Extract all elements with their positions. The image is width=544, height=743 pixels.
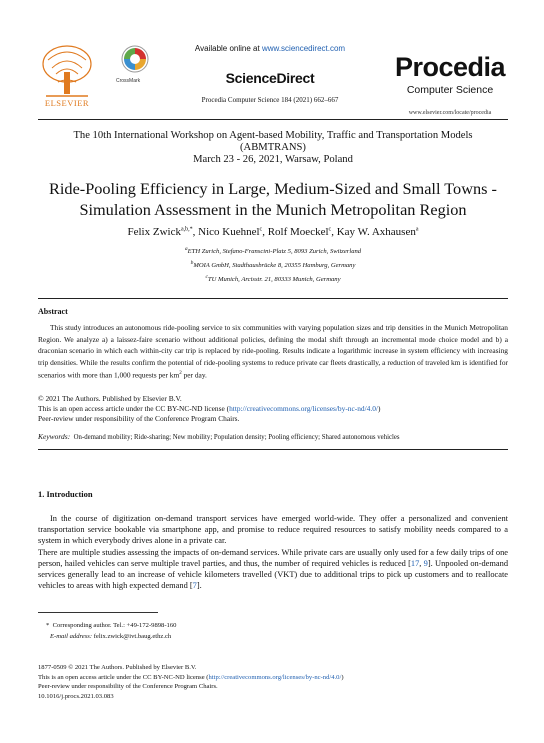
author-list: Felix Zwick$^{a,b,*}$, Nico Kuehnel$^c$, Rolf Moeckel$^c$, Kay W. Axhausen$^a$ bbox=[127, 226, 419, 238]
paper-title bbox=[38, 178, 508, 220]
abstract-heading: Abstract bbox=[38, 307, 68, 316]
email-line: E-mail address: felix.zwick@ivt.baug.ethz.ch bbox=[50, 633, 172, 641]
author-name: Nico Kuehnel bbox=[198, 226, 260, 238]
sciencedirect-brand: ScienceDirect bbox=[225, 70, 315, 86]
workshop-acronym: (ABMTRANS) bbox=[240, 142, 306, 153]
procedia-logo: Procedia bbox=[394, 52, 506, 82]
copyright-line: © 2021 The Authors. Published by Elsevier B.V. bbox=[38, 394, 182, 403]
workshop-date: March 23 - 26, 2021, Warsaw, Poland bbox=[193, 154, 353, 165]
crossmark-label: CrossMark bbox=[116, 78, 141, 84]
footer-license-line: This is an open access article under the CC BY-NC-ND license (http://creativecommons.org/licenses/by-nc-nd/4.0/) bbox=[38, 673, 344, 681]
workshop-name: The 10th International Workshop on Agent-based Mobility, Traffic and Transportation Models bbox=[73, 130, 473, 141]
corresponding-author: * Corresponding author. Tel.: +49-172-9898-160 bbox=[46, 622, 177, 629]
citation-link[interactable]: 7 bbox=[192, 581, 197, 591]
title-line-2: Simulation Assessment in the Munich Metropolitan Region bbox=[79, 200, 467, 219]
author-name: Kay W. Axhausen bbox=[336, 226, 416, 238]
abstract-top-rule bbox=[38, 298, 508, 299]
doi[interactable]: 10.1016/j.procs.2021.03.083 bbox=[38, 692, 114, 700]
author-sup: a,b,* bbox=[180, 226, 193, 233]
license-link[interactable]: http://creativecommons.org/licenses/by-nc-nd/4.0/ bbox=[229, 403, 378, 413]
footer-license-link[interactable]: http://creativecommons.org/licenses/by-nc-nd/4.0/ bbox=[208, 673, 342, 681]
author-sup: c bbox=[259, 226, 263, 233]
issn-copyright: 1877-0509 © 2021 The Authors. Published by Elsevier B.V. bbox=[38, 664, 197, 671]
affiliation: $^c$TU Munich, Arcisstr. 21, 80333 Munich, Germany bbox=[205, 273, 341, 284]
journal-reference: Procedia Computer Science 184 (2021) 662–667 bbox=[201, 96, 339, 104]
section-body bbox=[38, 513, 508, 591]
elsevier-wordmark: ELSEVIER bbox=[44, 98, 90, 108]
keywords-text: On-demand mobility; Ride-sharing; New mobility; Population density; Pooling efficiency; Shared autonomous vehicles bbox=[73, 434, 400, 441]
available-online-line: Available online at www.sciencedirect.com bbox=[194, 44, 346, 53]
copyright-block bbox=[38, 394, 508, 423]
affiliations bbox=[38, 244, 508, 286]
workshop-info bbox=[38, 130, 508, 166]
peer-review-line: Peer-review under responsibility of the Conference Program Chairs. bbox=[38, 413, 240, 423]
keywords-label: Keywords: bbox=[38, 432, 71, 441]
keywords bbox=[38, 432, 508, 441]
footer-peer-review: Peer-review under responsibility of the Conference Program Chairs. bbox=[38, 683, 218, 690]
author-name: Rolf Moeckel bbox=[267, 226, 329, 238]
abstract-text: This study introduces an autonomous ride-pooling service to six communities with varying population sizes and trip densities in the Munich Metropolitan Region. We analyze a) a laissez-faire scenario without additional policies, defining the modal shift through an incremental mode choice model and b) a draconian scenario in which each within-city car trip is replaced by ride-pooling. Results indicate a logarithmic increase in system efficiency with increasing trip densities. While the results confirm the potential of ride-pooling systems to reduce private car fleets drastically, a reduction of traveled km is identified for scenarios with more than 1,000 requests per $km^2$ per day. bbox=[38, 323, 508, 380]
author-sup: c bbox=[328, 226, 332, 233]
header-rule bbox=[38, 119, 508, 120]
elsevier-tree-logo bbox=[38, 42, 96, 104]
section-heading: 1. Introduction bbox=[38, 489, 93, 499]
footnote bbox=[46, 620, 486, 643]
paragraph: There are multiple studies assessing the impacts of on-demand services. While private cars are usually only used for a few daily trips of one person, hailed vehicles can serve multiple travel parties, and thus, the number of required vehicles is reduced [17, 9]. Unpooled on-demand services generally lead to an increase of vehicle kilometers travelled (VKT) due to additional trips to pick up customers and to reallocate vehicles to areas with high expected demand [7]. bbox=[38, 547, 509, 591]
crossmark-icon[interactable] bbox=[120, 44, 150, 82]
license-line: This is an open access article under the CC BY-NC-ND license (http://creativecommons.org/licenses/by-nc-nd/4.0/) bbox=[38, 403, 381, 413]
sciencedirect-link[interactable]: www.sciencedirect.com bbox=[261, 44, 346, 53]
footnote-rule bbox=[38, 612, 158, 613]
title-line-1: Ride-Pooling Efficiency in Large, Medium-Sized and Small Towns - bbox=[49, 179, 497, 198]
citation-link[interactable]: 9 bbox=[423, 558, 428, 568]
affiliation: $^b$MOIA GmbH, Stadthausbrücke 8, 20355 Hamburg, Germany bbox=[190, 259, 356, 270]
affiliation: $^a$ETH Zurich, Stefano-Franscini-Platz 5, 8093 Zurich, Switzerland bbox=[184, 246, 362, 256]
paragraph: In the course of digitization on-demand transport services have emerged world-wide. They offer a personalized and convenient transportation service bookable via smartphone app, and promise to reduce required resources to satisfy mobility needs compared to a system in which everybody drives alone in a private car. bbox=[38, 514, 508, 546]
email-link[interactable]: felix.zwick@ivt.baug.ethz.ch bbox=[93, 633, 172, 641]
page-footer bbox=[38, 663, 508, 701]
author-sup: a bbox=[415, 226, 419, 233]
citation-link[interactable]: 17 bbox=[410, 558, 420, 568]
procedia-url[interactable]: www.elsevier.com/locate/procedia bbox=[408, 110, 492, 116]
author-name: Felix Zwick bbox=[127, 226, 181, 238]
abstract-bottom-rule bbox=[38, 449, 508, 450]
procedia-subtitle: Computer Science bbox=[406, 84, 494, 96]
